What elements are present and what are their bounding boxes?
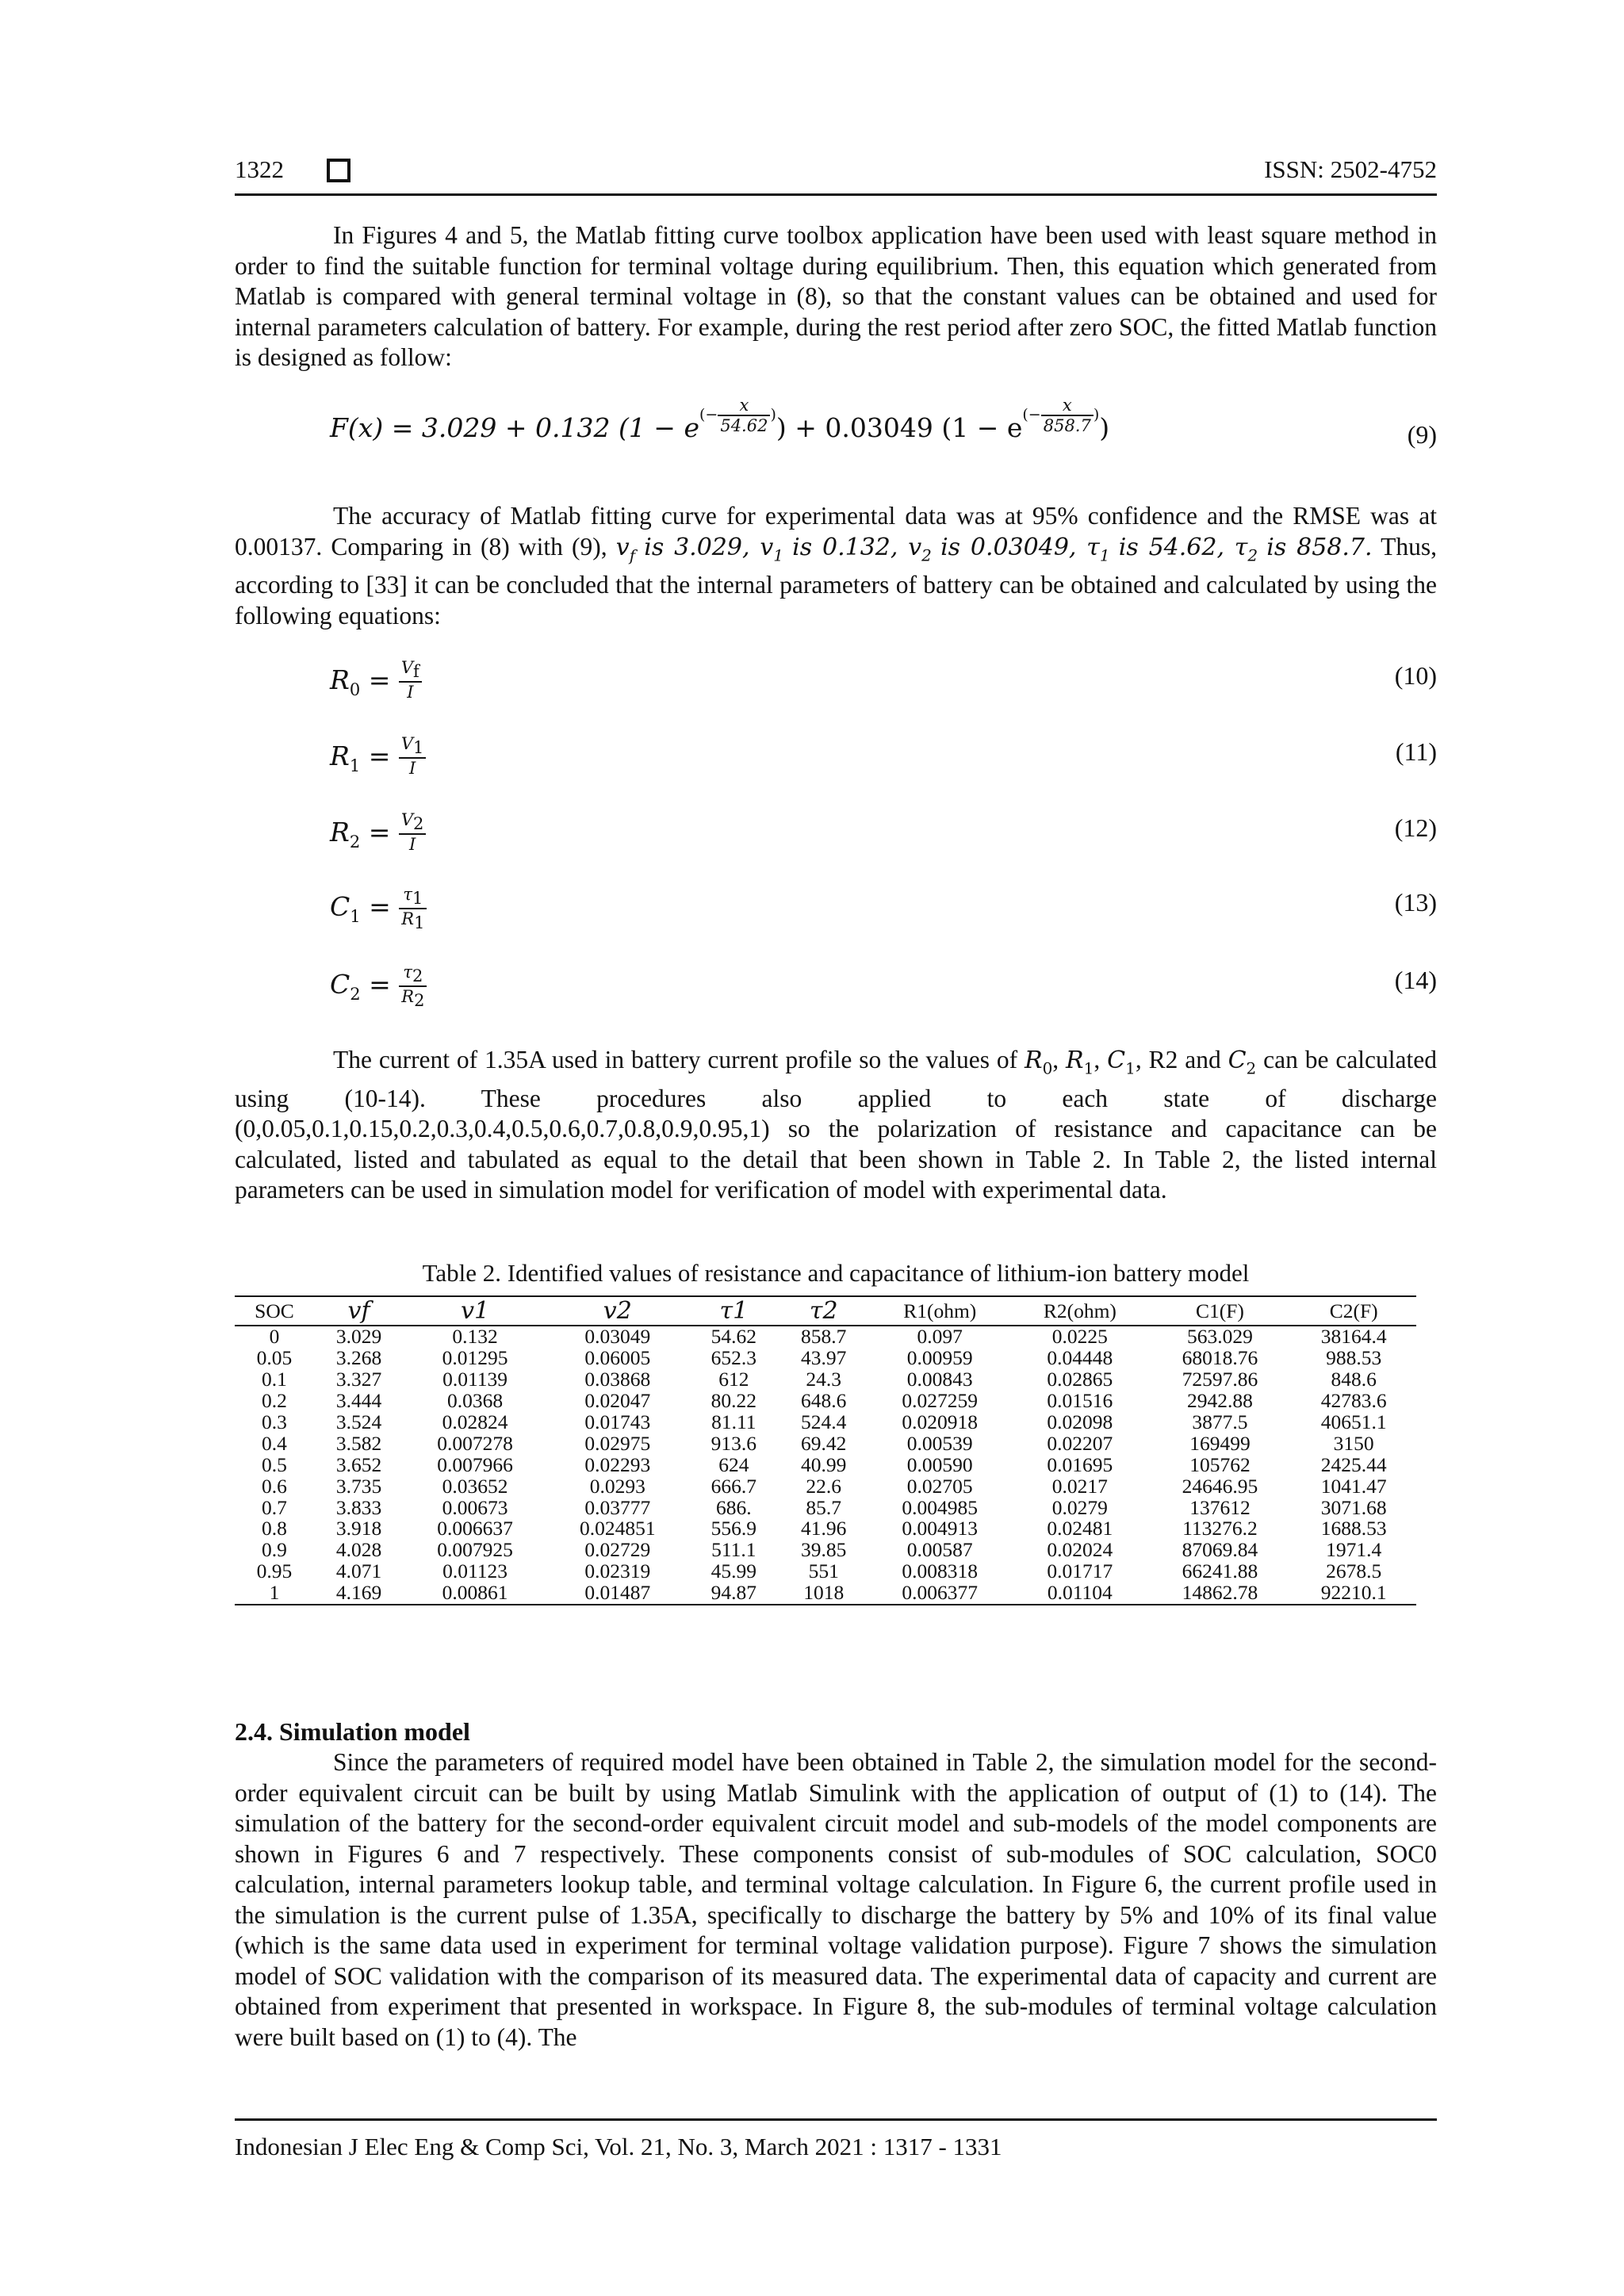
table-cell: 0.00959 — [906, 1346, 973, 1370]
table-cell: 22.6 — [806, 1474, 841, 1498]
table-cell: 988.53 — [1326, 1346, 1382, 1370]
equation-9 — [235, 396, 1437, 476]
table-cell: 0.0217 — [1051, 1474, 1108, 1498]
table-cell: 0.06005 — [584, 1346, 651, 1370]
equation-number: (13) — [1394, 888, 1437, 916]
table-cell: 0 — [269, 1325, 280, 1349]
table-cell: 3877.5 — [1192, 1410, 1248, 1433]
table-cell: 4.028 — [335, 1538, 382, 1562]
table-cell: 0.01104 — [1011, 1582, 1149, 1605]
col-header: C2(F) — [1291, 1296, 1416, 1326]
table-row — [235, 1433, 1416, 1454]
table-row — [235, 1412, 1416, 1433]
table-cell: 0.00590 — [906, 1452, 973, 1476]
col-header: SOC — [235, 1296, 314, 1326]
table-cell: 0.02024 — [1047, 1538, 1113, 1562]
equation-11: $R_1$ = $\frac{V_1}{I}$ (11) — [330, 734, 1437, 779]
equation-9-body: F(x) = 3.029 + 0.132 $(1 - e^{(- \frac{x}{54.62} )}) + 0.03049$ $(1 - e^{(- \frac{x}{858.7} )})$ — [330, 396, 1110, 443]
equation-13: $C_1$ = $\frac{\tau_1}{R_1}$ (13) — [330, 885, 1437, 933]
table-row — [235, 1326, 1416, 1348]
paragraph-2: The accuracy of Matlab fitting curve for experimental data was at 95% confidence and the RMSE was at 0.00137. Comparing in (8) with (9), $v_f$ is 3.029, $v_1$ is 0.132, $v_2$ is 0.03049, $\tau_1$ is 54.62, $\tau_2$ is 858.7. Thus, according to [33] it can be concluded that the internal parameters of battery can be obtained and calculated by using the following equations: — [235, 502, 1437, 629]
table-cell: 105762 — [1189, 1452, 1251, 1476]
table-cell: 848.6 — [1331, 1368, 1377, 1391]
equation-number: (10) — [1394, 661, 1437, 690]
table-cell: 0.008318 — [902, 1559, 979, 1583]
table-cell: 1688.53 — [1320, 1517, 1387, 1540]
table-row — [235, 1348, 1416, 1369]
table-cell: 39.85 — [801, 1538, 847, 1562]
table-cell: 38164.4 — [1320, 1325, 1387, 1349]
col-header: τ2 — [779, 1296, 868, 1326]
table-cell: 4.071 — [335, 1559, 382, 1583]
table-cell: 0.01295 — [442, 1346, 508, 1370]
table-cell: 0.01123 — [442, 1559, 508, 1583]
table-cell: 3.582 — [335, 1431, 382, 1455]
table-cell: 66241.88 — [1182, 1559, 1258, 1583]
table-cell: 0.04448 — [1047, 1346, 1113, 1370]
table-cell: 0.5 — [262, 1452, 287, 1476]
table-cell: 0.02975 — [584, 1431, 651, 1455]
table-cell: 858.7 — [801, 1325, 847, 1349]
table-cell: 0.05 — [256, 1346, 293, 1370]
table-cell: 0.3 — [262, 1410, 287, 1433]
table-cell: 169499 — [1189, 1431, 1251, 1455]
table-cell: 85.7 — [806, 1495, 841, 1519]
equation-14: $C_2$ = $\frac{\tau_2}{R_2}$ (14) — [330, 962, 1437, 1011]
table-cell: 87069.84 — [1182, 1538, 1258, 1562]
table-cell: 0.132 — [452, 1325, 498, 1349]
table-row — [235, 1561, 1416, 1582]
table-cell: 0.8 — [262, 1517, 287, 1540]
table-cell: 0.097 — [917, 1325, 963, 1349]
table-cell: 556.9 — [710, 1517, 757, 1540]
col-header: R1(ohm) — [868, 1296, 1011, 1326]
table-cell: 3.652 — [335, 1452, 382, 1476]
table-cell: 0.006637 — [437, 1517, 513, 1540]
table-cell: 3.735 — [335, 1474, 382, 1498]
table-cell: 0.00587 — [906, 1538, 973, 1562]
equation-number: (9) — [1407, 420, 1437, 449]
table-cell: 69.42 — [801, 1431, 847, 1455]
table-cell: 0.004913 — [902, 1517, 979, 1540]
table-cell: 0.02729 — [584, 1538, 651, 1562]
table-cell: 0.006377 — [868, 1582, 1011, 1605]
table-cell: 0.00539 — [906, 1431, 973, 1455]
paragraph-1: In Figures 4 and 5, the Matlab fitting curve toolbox application have been used with least square method in order to find the suitable function for terminal voltage during equilibrium. Then, this equation which generated from Matlab is compared with general terminal voltage in (8), so that the constant values can be obtained and used for internal parameters calculation of battery. For example, during the rest period after zero SOC, the fitted Matlab function is designed as follow: — [235, 221, 1437, 371]
table-header-row — [235, 1296, 1416, 1326]
table-row — [235, 1518, 1416, 1540]
table-cell: 0.0368 — [447, 1389, 504, 1413]
table-cell: 0.01743 — [584, 1410, 651, 1433]
table-cell: 0.007966 — [437, 1452, 513, 1476]
table-cell: 24646.95 — [1182, 1474, 1258, 1498]
table-row — [235, 1582, 1416, 1605]
table-row — [235, 1475, 1416, 1497]
table-cell: 0.03049 — [584, 1325, 651, 1349]
table-cell: 0.6 — [262, 1474, 287, 1498]
equation-10: $R_0$ = $\frac{V_f}{I}$ (10) — [330, 658, 1437, 702]
table-cell: 0.00861 — [404, 1582, 546, 1605]
table-cell: 0.7 — [262, 1495, 287, 1519]
table-cell: 94.87 — [689, 1582, 779, 1605]
table-cell: 913.6 — [710, 1431, 757, 1455]
table-cell: 0.01139 — [442, 1368, 508, 1391]
table-cell: 2942.88 — [1187, 1389, 1253, 1413]
table-cell: 1018 — [779, 1582, 868, 1605]
table-cell: 0.03777 — [584, 1495, 651, 1519]
table-cell: 113276.2 — [1182, 1517, 1258, 1540]
table-cell: 42783.6 — [1320, 1389, 1387, 1413]
page-footer: Indonesian J Elec Eng & Comp Sci, Vol. 21, No. 3, March 2021 : 1317 - 1331 — [235, 2133, 1002, 2160]
table-cell: 0.01487 — [546, 1582, 689, 1605]
table-cell: 0.01717 — [1047, 1559, 1113, 1583]
table-cell: 0.02098 — [1047, 1410, 1113, 1433]
table-cell: 686. — [716, 1495, 752, 1519]
table-cell: 2678.5 — [1326, 1559, 1382, 1583]
col-header: R2(ohm) — [1011, 1296, 1149, 1326]
table-cell: 0.00673 — [442, 1495, 508, 1519]
table-cell: 0.4 — [262, 1431, 287, 1455]
table-cell: 40.99 — [801, 1452, 847, 1476]
table-row — [235, 1497, 1416, 1518]
table-row — [235, 1540, 1416, 1561]
parameters-table — [235, 1295, 1416, 1605]
table-cell: 3071.68 — [1320, 1495, 1387, 1519]
table-cell: 0.02319 — [584, 1559, 651, 1583]
table-cell: 40651.1 — [1320, 1410, 1387, 1433]
table-cell: 624 — [718, 1452, 749, 1476]
table-cell: 0.95 — [256, 1559, 293, 1583]
table-cell: 0.0293 — [589, 1474, 645, 1498]
table-cell: 0.00843 — [906, 1368, 973, 1391]
paragraph-3: The current of 1.35A used in battery current profile so the values of $R_0$, $R_1$, $C_1$, R2 and $C_2$ can be calculated using (10-14). These procedures also applied to each state of discharge (0,0.05,0.1,0.15,0.2,0.3,0.4,0.5,0.6,0.7,0.8,0.9,0.95,1) so the polarization of resistance and capacitance can be calculated, listed and tabulated as equal to the detail that been shown in Table 2. In Table 2, the listed internal parameters can be used in simulation model for verification of model with experimental data. — [235, 1046, 1438, 1204]
table-cell: 524.4 — [801, 1410, 847, 1433]
table-cell: 3.327 — [335, 1368, 382, 1391]
table-cell: 0.03868 — [584, 1368, 651, 1391]
table-cell: 0.01516 — [1047, 1389, 1113, 1413]
table-cell: 45.99 — [710, 1559, 757, 1583]
table-row — [235, 1369, 1416, 1391]
table-cell: 68018.76 — [1182, 1346, 1258, 1370]
table-cell: 0.007278 — [437, 1431, 513, 1455]
table-cell: 3.524 — [335, 1410, 382, 1433]
table-cell: 0.1 — [262, 1368, 287, 1391]
paragraph-4: Since the parameters of required model have been obtained in Table 2, the simulation model for the second-order equivalent circuit can be built by using Matlab Simulink with the application of output of (1) to (14). The simulation of the battery for the second-order equivalent circuit model and sub-models of the model components are shown in Figures 6 and 7 respectively. These components consist of sub-modules of SOC calculation, SOC0 calculation, internal parameters lookup table, and terminal voltage calculation. In Figure 6, the current profile used in the simulation is the current pulse of 1.35A, specifically to discharge the battery by 5% and 10% of its final value (which is the same data used in experiment for terminal voltage validation purpose). Figure 7 shows the simulation model of SOC validation with the comparison of its measured data. The experimental data of capacity and current are obtained from experiment that presented in workspace. In Figure 8, the sub-modules of terminal voltage calculation were built based on (1) to (4). The — [235, 1748, 1437, 2051]
table-cell: 0.2 — [262, 1389, 287, 1413]
square-icon — [327, 159, 350, 182]
table-cell: 0.02207 — [1047, 1431, 1113, 1455]
issn: ISSN: 2502-4752 — [1264, 155, 1437, 183]
footer-rule — [235, 2118, 1437, 2121]
table-row — [235, 1454, 1416, 1475]
table-cell: 551 — [808, 1559, 839, 1583]
table-cell: 3150 — [1333, 1431, 1374, 1455]
table-cell: 0.007925 — [437, 1538, 513, 1562]
col-header: v1 — [404, 1296, 546, 1326]
table-cell: 92210.1 — [1291, 1582, 1416, 1605]
table-cell: 4.169 — [314, 1582, 404, 1605]
table-cell: 81.11 — [711, 1410, 756, 1433]
table-cell: 0.004985 — [902, 1495, 979, 1519]
table-cell: 14862.78 — [1149, 1582, 1292, 1605]
table-cell: 1971.4 — [1326, 1538, 1382, 1562]
table-cell: 3.918 — [335, 1517, 382, 1540]
table-cell: 0.9 — [262, 1538, 287, 1562]
table-cell: 563.029 — [1187, 1325, 1253, 1349]
table-cell: 0.02824 — [442, 1410, 508, 1433]
equation-number: (12) — [1394, 813, 1437, 842]
table-cell: 0.0279 — [1051, 1495, 1108, 1519]
table-row — [235, 1391, 1416, 1412]
table-cell: 0.02481 — [1047, 1517, 1113, 1540]
header-rule — [235, 193, 1437, 196]
table-cell: 43.97 — [801, 1346, 847, 1370]
table-cell: 0.03652 — [442, 1474, 508, 1498]
table-cell: 0.02047 — [584, 1389, 651, 1413]
table-cell: 2425.44 — [1320, 1452, 1387, 1476]
table-cell: 72597.86 — [1182, 1368, 1258, 1391]
table-cell: 0.02293 — [584, 1452, 651, 1476]
equation-number: (14) — [1394, 966, 1437, 994]
table-cell: 511.1 — [711, 1538, 756, 1562]
col-header: vf — [314, 1296, 404, 1326]
section-heading: 2.4. Simulation model — [235, 1717, 470, 1746]
table-cell: 0.0225 — [1051, 1325, 1108, 1349]
col-header: τ1 — [689, 1296, 779, 1326]
table-cell: 24.3 — [806, 1368, 841, 1391]
page-header — [235, 155, 1437, 193]
table-cell: 666.7 — [710, 1474, 757, 1498]
table-cell: 0.027259 — [902, 1389, 979, 1413]
col-header: v2 — [546, 1296, 689, 1326]
table-cell: 3.833 — [335, 1495, 382, 1519]
table-cell: 612 — [718, 1368, 749, 1391]
table-cell: 3.268 — [335, 1346, 382, 1370]
table-cell: 648.6 — [801, 1389, 847, 1413]
equation-12: $R_2$ = $\frac{V_2}{I}$ (12) — [330, 810, 1437, 855]
table-cell: 0.02865 — [1047, 1368, 1113, 1391]
table-cell: 41.96 — [801, 1517, 847, 1540]
equation-number: (11) — [1395, 737, 1437, 766]
table-cell: 1041.47 — [1320, 1474, 1387, 1498]
table-cell: 3.029 — [335, 1325, 382, 1349]
table-cell: 3.444 — [335, 1389, 382, 1413]
table-cell: 652.3 — [710, 1346, 757, 1370]
table-caption: Table 2. Identified values of resistance and capacitance of lithium-ion battery model — [422, 1259, 1250, 1287]
table-cell: 137612 — [1189, 1495, 1251, 1519]
table-cell: 0.02705 — [906, 1474, 973, 1498]
table-cell: 54.62 — [710, 1325, 757, 1349]
col-header: C1(F) — [1149, 1296, 1292, 1326]
table-cell: 0.024851 — [579, 1517, 656, 1540]
table-cell: 1 — [235, 1582, 314, 1605]
table-cell: 0.01695 — [1047, 1452, 1113, 1476]
table-cell: 80.22 — [710, 1389, 757, 1413]
page-number: 1322 — [235, 155, 284, 183]
table-cell: 0.020918 — [902, 1410, 979, 1433]
